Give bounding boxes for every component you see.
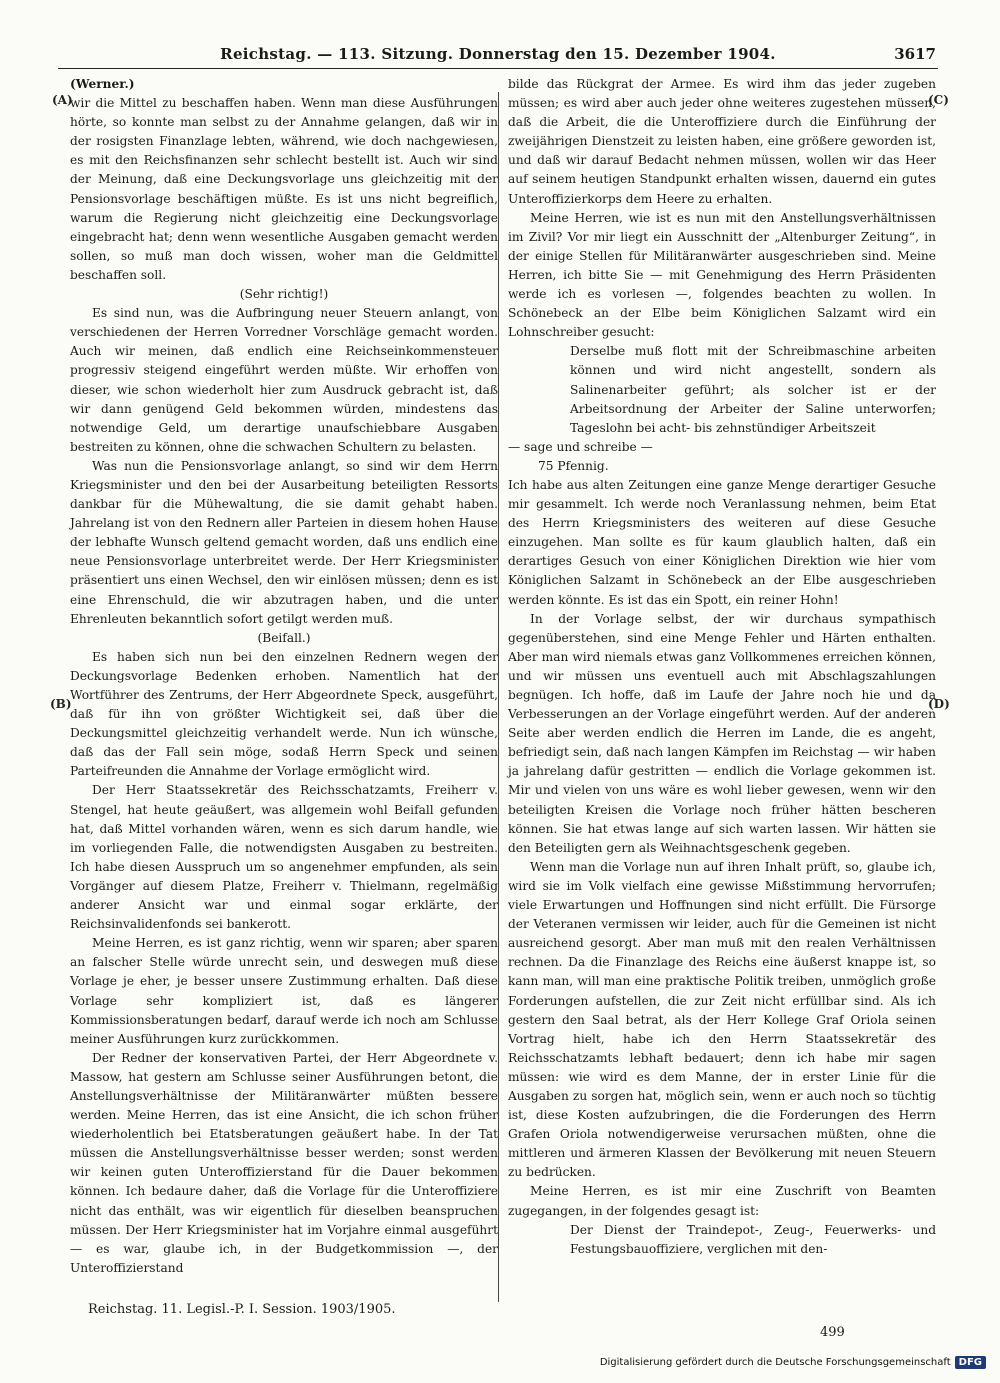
paragraph: Meine Herren, es ist ganz richtig, wenn wir sparen; aber sparen an falscher Stelle würde unrecht sein, und deswegen muß diese Vorlage je eher, je besser unsere Zustimmung erhalten. Daß diese Vorlage sehr kompliziert ist, daß es längerer Kommissionsberatungen bedarf, darauf werde ich noch am Schlusse meiner Ausführungen kurz zurückkommen. (70, 936, 498, 1046)
left-column (70, 75, 498, 1278)
paragraph: In der Vorlage selbst, der wir durchaus sympathisch gegenüberstehen, sind eine Menge Fehler und Härten enthalten. Aber man wird niemals etwas ganz Vollkommenes erreichen können, und wir müssen uns eventuell auch mit Abschlagszahlungen begnügen. Ich hoffe, daß im Laufe der Jahre noch hie und da Verbesserungen an der Vorlage eingeführt werden. Auf der anderen Seite aber werden endlich die Herren im Lande, die es angeht, befriedigt sein, daß nach langen Kämpfen im Reichstag — wir haben ja jahrelang dafür gestritten — endlich die Vorlage gekommen ist. Mir und vielen von uns wäre es wohl lieber gewesen, wenn wir den beteiligten Kreisen die Vorlage noch früher hätten bescheren können. Sie hat etwas lange auf sich warten lassen. Wir hätten sie den Beteiligten gern als Weihnachtsgeschenk gegeben. (508, 611, 936, 855)
margin-marker-a: (A) (52, 93, 73, 107)
dfg-logo: DFG (955, 1356, 986, 1369)
interjection: (Beifall.) (257, 630, 311, 645)
page-header (58, 44, 938, 69)
paragraph: 75 Pfennig. (538, 458, 609, 473)
paragraph: bilde das Rückgrat der Armee. Es wird ihm das jeder zugeben müssen; es wird aber auch jeder ohne weiteres zugestehen müssen, daß die Arbeit, die die Unteroffiziere durch die Einführung der zweijährigen Dienstzeit zu leisten haben, eine größere geworden ist, und daß wir darauf Bedacht nehmen müssen, wollen wir das Heer auf seinem heutigen Standpunkt erhalten wissen, dauernd ein gutes Unteroffizierkorps dem Heere zu erhalten. (508, 77, 936, 206)
dfg-credit (600, 1356, 986, 1369)
paragraph: Der Herr Staatssekretär des Reichsschatzamts, Freiherr v. Stengel, hat heute geäußert, was allgemein wohl Beifall gefunden hat, daß Mittel vorhanden wären, wenn es sich darum handle, wie im vorliegenden Falle, die notwendigsten Ausgaben zu bestreiten. Ich habe diesen Ausspruch um so angenehmer empfunden, als sein Vorgänger auf diesem Platze, Freiherr v. Thielmann, regelmäßig anderer Ansicht war und einmal sogar erklärte, der Reichsinvalidenfonds sei bankerott. (70, 783, 498, 932)
footer-page-number: 499 (820, 1325, 845, 1340)
paragraph: Es haben sich nun bei den einzelnen Rednern wegen der Deckungsvorlage Bedenken erhoben. Namentlich hat der Wortführer des Zentrums, der Herr Abgeordnete Speck, ausgeführt, daß für ihn von größter Wichtigkeit sei, daß über die Deckungsmittel gleichzeitig verhandelt werde. Nun ich wünsche, daß das der Fall sein möge, sodaß Herrn Speck und seinen Parteifreunden die Annahme der Vorlage ermöglicht wird. (70, 649, 498, 779)
margin-marker-c: (C) (928, 93, 949, 107)
paragraph: — sage und schreibe — (508, 439, 653, 454)
speaker-label: (Werner.) (70, 77, 135, 91)
paragraph: Was nun die Pensionsvorlage anlangt, so sind wir dem Herrn Kriegsminister und den bei der Ausarbeitung beteiligten Ressorts dankbar für die Mühewaltung, die sie damit gehabt haben. Jahrelang ist von den Rednern aller Parteien in diesem hohen Hause der lebhafte Wunsch geltend gemacht worden, daß uns endlich eine neue Pensionsvorlage unterbreitet werde. Der Herr Kriegsminister präsentiert uns einen Wechsel, den wir einlösen müssen; denn es ist eine Ehrenschuld, die wir abzutragen haben, und die unter Ehrenleuten bekanntlich sofort getilgt werden muß. (70, 458, 498, 626)
dfg-credit-text: Digitalisierung gefördert durch die Deutsche Forschungsgemeinschaft (599, 1357, 951, 1368)
paragraph: Meine Herren, es ist mir eine Zuschrift von Beamten zugegangen, in der folgendes gesagt ist: (508, 1184, 936, 1218)
column-divider (498, 92, 499, 1302)
paragraph: Wenn man die Vorlage nun auf ihren Inhalt prüft, so, glaube ich, wird sie im Volk vielfach eine gewisse Mißstimmung hervorrufen; viele Erwartungen und Hoffnungen sind nicht erfüllt. Die Fürsorge der Veteranen vermissen wir leider, auch für die Gemeinen ist nicht ausreichend gesorgt. Aber man muß mit den realen Verhältnissen rechnen. Da die Finanzlage des Reichs eine äußerst knappe ist, so kann man, will man eine praktische Politik treiben, unmöglich große Forderungen aufstellen, die zur Zeit nicht erfüllbar sind. Als ich gestern den Saal betrat, als der Herr Kollege Graf Oriola seinen Vortrag hielt, habe ich den Herrn Staatssekretär des Reichsschatzamts lebhaft bedauert; denn ich habe mir sagen müssen: wie wird es dem Manne, der in erster Linie für die Ausgaben zu sorgen hat, möglich sein, wenn er auch noch so tüchtig ist, diese Kosten aufzubringen, die die Forderungen des Herrn Grafen Oriola notwendigerweise verursachen müßten, ohne die mittleren und ärmeren Klassen der Bevölkerung mit neuen Steuern zu bedrücken. (508, 859, 936, 1180)
paragraph: Meine Herren, wie ist es nun mit den Anstellungsverhältnissen im Zivil? Vor mir liegt ein Ausschnitt der „Altenburger Zeitung“, in der einige Stellen für Militäranwärter ausgeschrieben sind. Meine Herren, ich bitte Sie — mit Genehmigung des Herrn Präsidenten werde ich es vorlesen —, folgendes beachten zu wollen. In Schönebeck an der Elbe beim Königlichen Salzamt wird ein Lohnschreiber gesucht: (508, 210, 936, 340)
paragraph: Es sind nun, was die Aufbringung neuer Steuern anlangt, von verschiedenen der Herren Vorredner Vorschläge gemacht worden. Auch wir meinen, daß endlich eine Reichseinkommensteuer progressiv steigend eingeführt werden müßte. Wir erhoffen von dieser, wie schon wiederholt hier zum Ausdruck gebracht ist, daß wir dann genügend Geld bekommen würden, mindestens das notwendige Geld, um derartige unaufschiebbare Ausgaben bestreiten zu können, ohne die schwachen Schultern zu belasten. (70, 306, 498, 454)
footer-session-info: Reichstag. 11. Legisl.-P. I. Session. 1903/1905. (88, 1302, 396, 1317)
paragraph: wir die Mittel zu beschaffen haben. Wenn man diese Ausführungen hörte, so konnte man selbst zu der Annahme gelangen, daß wir in der rosigsten Finanzlage lebten, während, wie doch nachgewiesen, es mit den Reichsfinanzen sehr schlecht bestellt ist. Auch wir sind der Meinung, daß eine Deckungsvorlage uns gleichzeitig mit der Pensionsvorlage beschäftigen müßte. Es ist uns nicht begreiflich, warum die Regierung nicht gleichzeitig eine Deckungsvorlage eingebracht hat; denn wenn wesentliche Ausgaben gemacht werden sollen, so muß man doch wissen, woher man die Geldmittel beschaffen soll. (70, 96, 498, 282)
right-column (508, 75, 936, 1259)
header-title: Reichstag. — 113. Sitzung. Donnerstag den 15. Dezember 1904. (220, 45, 776, 63)
paragraph: Der Redner der konservativen Partei, der Herr Abgeordnete v. Massow, hat gestern am Schlusse seiner Ausführungen betont, die Anstellungsverhältnisse der Militäranwärter müßten bessere werden. Meine Herren, das ist eine Ansicht, die ich schon früher wiederholentlich bei Etatsberatungen geäußert habe. In der Tat müssen die Anstellungsverhältnisse besser werden; sonst werden wir keinen guten Unteroffizierstand für die Dauer bekommen können. Ich bedaure daher, daß die Vorlage für die Unteroffiziere nicht das enthält, was wir eigentlich für dieselben beanspruchen müssen. Der Herr Kriegsminister hat im Vorjahre einmal ausgeführt — es war, glaube ich, in der Budgetkommission —, der Unteroffizierstand (70, 1050, 498, 1275)
paragraph: Ich habe aus alten Zeitungen eine ganze Menge derartiger Gesuche mir gesammelt. Ich werde noch Veranlassung nehmen, beim Etat des Herrn Kriegsministers des weiteren auf diese Gesuche einzugehen. Man sollte es für kaum glaublich halten, daß ein derartiges Gesuch von einer Königlichen Direktion wie hier vom Königlichen Salzamt in Schönebeck an der Elbe ausgeschrieben werden könnte. Es ist das ein Spott, ein reiner Hohn! (508, 477, 936, 607)
margin-marker-d: (D) (928, 697, 950, 711)
quoted-text: Derselbe muß flott mit der Schreibmaschine arbeiten können und wird nicht angestellt, sondern als Salinenarbeiter geführt; als solcher ist er der Arbeitsordnung der Arbeiter der Saline unterworfen; Tageslohn bei acht- bis zehnstündiger Arbeitszeit (570, 344, 936, 435)
margin-marker-b: (B) (50, 697, 72, 711)
quoted-text: Der Dienst der Traindepot-, Zeug-, Feuerwerks- und Festungsbauoffiziere, verglichen mit den- (570, 1222, 936, 1256)
interjection: (Sehr richtig!) (239, 287, 329, 302)
header-page-number: 3617 (894, 45, 936, 63)
